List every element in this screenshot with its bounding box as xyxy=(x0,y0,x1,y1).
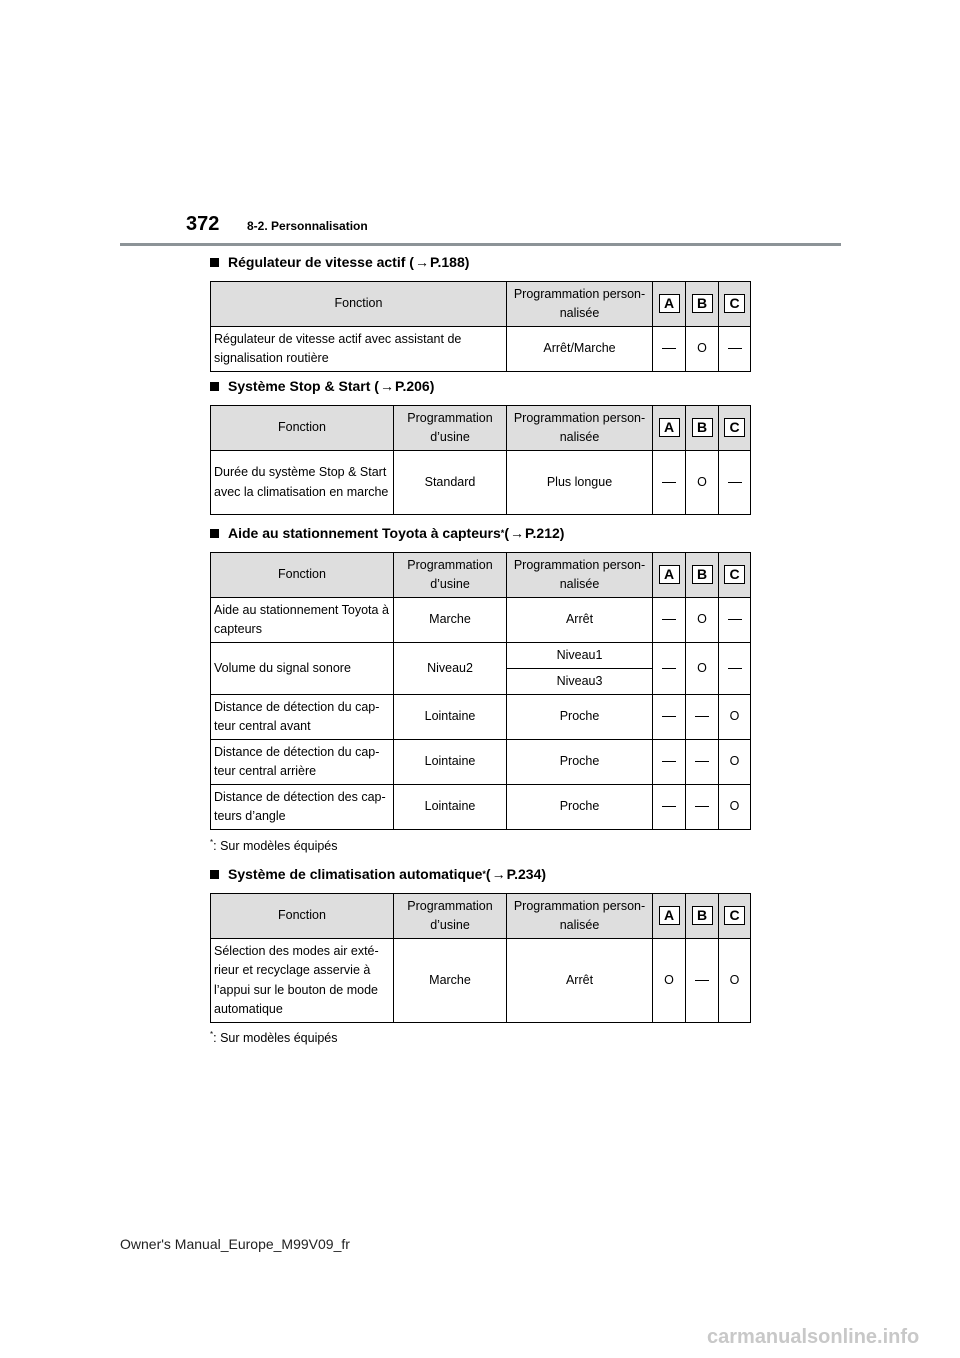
cell-method-a xyxy=(653,451,686,515)
table-row xyxy=(211,598,751,643)
cell-custom-setting: Proche xyxy=(507,785,653,830)
method-b-icon: B xyxy=(692,565,713,584)
table-row xyxy=(211,643,751,669)
header-custom-setting: Programmation person-nalisée xyxy=(507,406,653,451)
section-title xyxy=(210,378,434,394)
header-col-a xyxy=(653,282,686,327)
dash-mark xyxy=(662,761,676,762)
header-col-b xyxy=(686,553,719,598)
header-fonction: Fonction xyxy=(211,894,394,939)
header-col-b xyxy=(686,406,719,451)
cell-method-a xyxy=(653,785,686,830)
cell-factory-setting: Lointaine xyxy=(394,695,507,740)
dash-mark xyxy=(695,806,709,807)
cell-fonction: Distance de détection du cap-teur central arrière xyxy=(211,740,394,785)
section-title-close: ) xyxy=(464,254,470,270)
page-ref-link[interactable]: P.188 xyxy=(429,254,465,270)
page-ref-link[interactable]: P.234 xyxy=(506,866,542,882)
header-fonction: Fonction xyxy=(211,553,394,598)
cell-method-a xyxy=(653,939,686,1023)
dash-mark xyxy=(662,668,676,669)
check-mark: O xyxy=(729,972,740,987)
footnote xyxy=(210,838,338,853)
section-title-close: ) xyxy=(429,378,435,394)
header-custom-setting: Programmation person-nalisée xyxy=(507,282,653,327)
header-col-b xyxy=(686,282,719,327)
cell-method-a xyxy=(653,327,686,372)
header-factory-setting: Programmation d’usine xyxy=(394,553,507,598)
dash-mark xyxy=(695,761,709,762)
header-col-a xyxy=(653,406,686,451)
cell-method-c xyxy=(719,740,751,785)
settings-table xyxy=(210,405,751,515)
arrow-icon: → xyxy=(414,254,429,270)
table-header-row xyxy=(211,282,751,327)
arrow-icon: → xyxy=(379,378,394,394)
header-custom-setting: Programmation person-nalisée xyxy=(507,553,653,598)
header-col-c xyxy=(719,282,751,327)
cell-method-b xyxy=(686,451,719,515)
table-row xyxy=(211,327,751,372)
table-row xyxy=(211,939,751,1023)
bullet-square xyxy=(210,529,219,538)
header-col-c xyxy=(719,553,751,598)
cell-fonction: Aide au stationnement Toyota à capteurs xyxy=(211,598,394,643)
cell-custom-setting: Niveau3 xyxy=(507,669,653,695)
method-b-icon: B xyxy=(692,906,713,925)
header-factory-setting: Programmation d’usine xyxy=(394,406,507,451)
footnote-text: : Sur modèles équipés xyxy=(213,1031,338,1046)
method-c-icon: C xyxy=(724,906,745,925)
dash-mark xyxy=(695,716,709,717)
cell-method-b xyxy=(686,695,719,740)
cell-method-b xyxy=(686,785,719,830)
method-a-icon: A xyxy=(659,906,680,925)
method-b-icon: B xyxy=(692,418,713,437)
cell-fonction: Sélection des modes air exté-rieur et recyclage asservie à l’appui sur le bouton de mode automatique xyxy=(211,939,394,1023)
cell-method-b xyxy=(686,598,719,643)
arrow-icon: → xyxy=(491,866,506,882)
page-ref-link[interactable]: P.206 xyxy=(394,378,430,394)
bullet-square xyxy=(210,258,219,267)
footnote xyxy=(210,1030,338,1045)
header-col-c xyxy=(719,406,751,451)
cell-custom-setting: Proche xyxy=(507,695,653,740)
cell-factory-setting: Lointaine xyxy=(394,740,507,785)
dash-mark xyxy=(662,482,676,483)
header-col-b xyxy=(686,894,719,939)
table-row xyxy=(211,451,751,515)
section-title xyxy=(210,254,469,270)
cell-factory-setting: Lointaine xyxy=(394,785,507,830)
cell-method-a xyxy=(653,598,686,643)
cell-custom-setting: Arrêt xyxy=(507,598,653,643)
page-number: 372 xyxy=(186,213,220,235)
table-row xyxy=(211,695,751,740)
header-fonction: Fonction xyxy=(211,282,507,327)
settings-table xyxy=(210,893,751,1023)
header-rule xyxy=(120,243,841,246)
footer-text: Owner's Manual_Europe_M99V09_fr xyxy=(120,1236,350,1252)
cell-fonction: Volume du signal sonore xyxy=(211,643,394,695)
cell-method-c xyxy=(719,451,751,515)
table-row xyxy=(211,740,751,785)
cell-method-b xyxy=(686,939,719,1023)
section-title-text: Système Stop & Start ( xyxy=(228,378,379,394)
section-title: Système de climatisation automatique * ( → P.234 ) xyxy=(210,866,546,882)
check-mark: O xyxy=(729,709,740,724)
dash-mark xyxy=(728,348,742,349)
header-custom-setting: Programmation person-nalisée xyxy=(507,894,653,939)
bullet-square xyxy=(210,382,219,391)
method-a-icon: A xyxy=(659,294,680,313)
header-col-a xyxy=(653,553,686,598)
cell-custom-setting: Niveau1 xyxy=(507,643,653,669)
check-mark: O xyxy=(729,754,740,769)
footnote-star: * xyxy=(210,838,214,847)
method-c-icon: C xyxy=(724,565,745,584)
cell-method-a xyxy=(653,695,686,740)
dash-mark xyxy=(662,619,676,620)
cell-method-c xyxy=(719,643,751,695)
arrow-icon: → xyxy=(509,525,524,541)
cell-factory-setting: Niveau2 xyxy=(394,643,507,695)
dash-mark xyxy=(662,716,676,717)
cell-custom-setting: Arrêt xyxy=(507,939,653,1023)
cell-method-b xyxy=(686,643,719,695)
check-mark: O xyxy=(697,474,707,489)
section-title-text: Système de climatisation automatique xyxy=(228,866,483,882)
method-a-icon: A xyxy=(659,565,680,584)
cell-method-a xyxy=(653,643,686,695)
cell-factory-setting: Marche xyxy=(394,598,507,643)
table-header-row xyxy=(211,406,751,451)
method-b-icon: B xyxy=(692,294,713,313)
check-mark: O xyxy=(697,660,707,675)
dash-mark xyxy=(695,980,709,981)
check-mark: O xyxy=(697,612,707,627)
header-factory-setting: Programmation d’usine xyxy=(394,894,507,939)
table-row xyxy=(211,785,751,830)
cell-method-b xyxy=(686,740,719,785)
section-title-text: Aide au stationnement Toyota à capteurs xyxy=(228,525,501,541)
header-col-a xyxy=(653,894,686,939)
cell-factory-setting: Marche xyxy=(394,939,507,1023)
dash-mark xyxy=(728,668,742,669)
cell-fonction: Distance de détection des cap-teurs d’angle xyxy=(211,785,394,830)
watermark: carmanualsonline.info xyxy=(707,1326,920,1348)
section-title-close: ) xyxy=(541,866,547,882)
dash-mark xyxy=(662,806,676,807)
cell-custom-setting: Plus longue xyxy=(507,451,653,515)
dash-mark xyxy=(728,482,742,483)
check-mark: O xyxy=(697,341,707,356)
check-mark: O xyxy=(664,972,674,987)
method-a-icon: A xyxy=(659,418,680,437)
footnote-text: : Sur modèles équipés xyxy=(213,839,338,854)
cell-custom-setting: Proche xyxy=(507,740,653,785)
cell-fonction: Régulateur de vitesse actif avec assistant de signalisation routière xyxy=(211,327,507,372)
page-ref-link[interactable]: P.212 xyxy=(524,525,560,541)
section-title-text: Régulateur de vitesse actif ( xyxy=(228,254,414,270)
check-mark: O xyxy=(729,799,740,814)
cell-method-c xyxy=(719,939,751,1023)
section-title: Aide au stationnement Toyota à capteurs * ( → P.212 ) xyxy=(210,525,564,541)
cell-method-c xyxy=(719,785,751,830)
cell-fonction: Durée du système Stop & Start avec la climatisation en marche xyxy=(211,451,394,515)
chapter-title: 8-2. Personnalisation xyxy=(247,219,368,233)
settings-table xyxy=(210,281,751,372)
section-title-close: ) xyxy=(559,525,565,541)
cell-fonction: Distance de détection du cap-teur central avant xyxy=(211,695,394,740)
bullet-square xyxy=(210,870,219,879)
cell-method-b xyxy=(686,327,719,372)
dash-mark xyxy=(728,619,742,620)
footnote-star: * xyxy=(210,1030,214,1039)
dash-mark xyxy=(662,348,676,349)
method-c-icon: C xyxy=(724,418,745,437)
header-col-c xyxy=(719,894,751,939)
cell-method-c xyxy=(719,598,751,643)
cell-method-c xyxy=(719,327,751,372)
cell-method-c xyxy=(719,695,751,740)
cell-custom-setting: Arrêt/Marche xyxy=(507,327,653,372)
cell-method-a xyxy=(653,740,686,785)
table-header-row xyxy=(211,894,751,939)
header-fonction: Fonction xyxy=(211,406,394,451)
table-header-row xyxy=(211,553,751,598)
settings-table xyxy=(210,552,751,830)
method-c-icon: C xyxy=(724,294,745,313)
cell-factory-setting: Standard xyxy=(394,451,507,515)
